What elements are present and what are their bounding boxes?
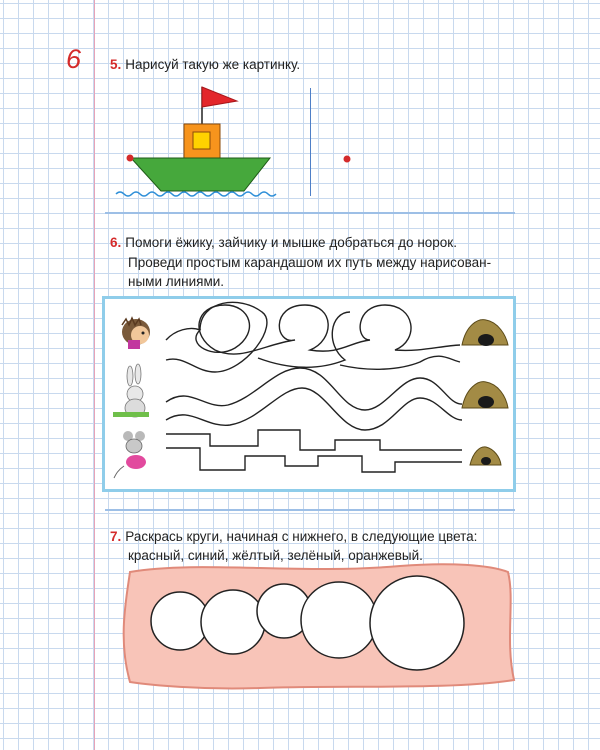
task-6-text-3: ными линиями. <box>128 274 225 289</box>
page-number: 6 <box>66 44 82 74</box>
circle-4 <box>301 582 377 658</box>
task-5-text: Нарисуй такую же картинку. <box>125 57 301 72</box>
circle-5 <box>370 576 464 670</box>
task-7-number: 7. <box>110 529 122 544</box>
task-6-text-2: Проведи простым карандашом их путь между нарисован- <box>128 255 492 270</box>
circle-2 <box>201 590 265 654</box>
task-5-number: 5. <box>110 57 122 72</box>
task-6-text-1: Помоги ёжику, зайчику и мышке добраться до норок. <box>125 235 457 250</box>
task-6-number: 6. <box>110 235 122 250</box>
task-7-text-1: Раскрась круги, начиная с нижнего, в следующие цвета: <box>125 529 478 544</box>
task-7-text-2: красный, синий, жёлтый, зелёный, оранжевый. <box>128 548 423 563</box>
